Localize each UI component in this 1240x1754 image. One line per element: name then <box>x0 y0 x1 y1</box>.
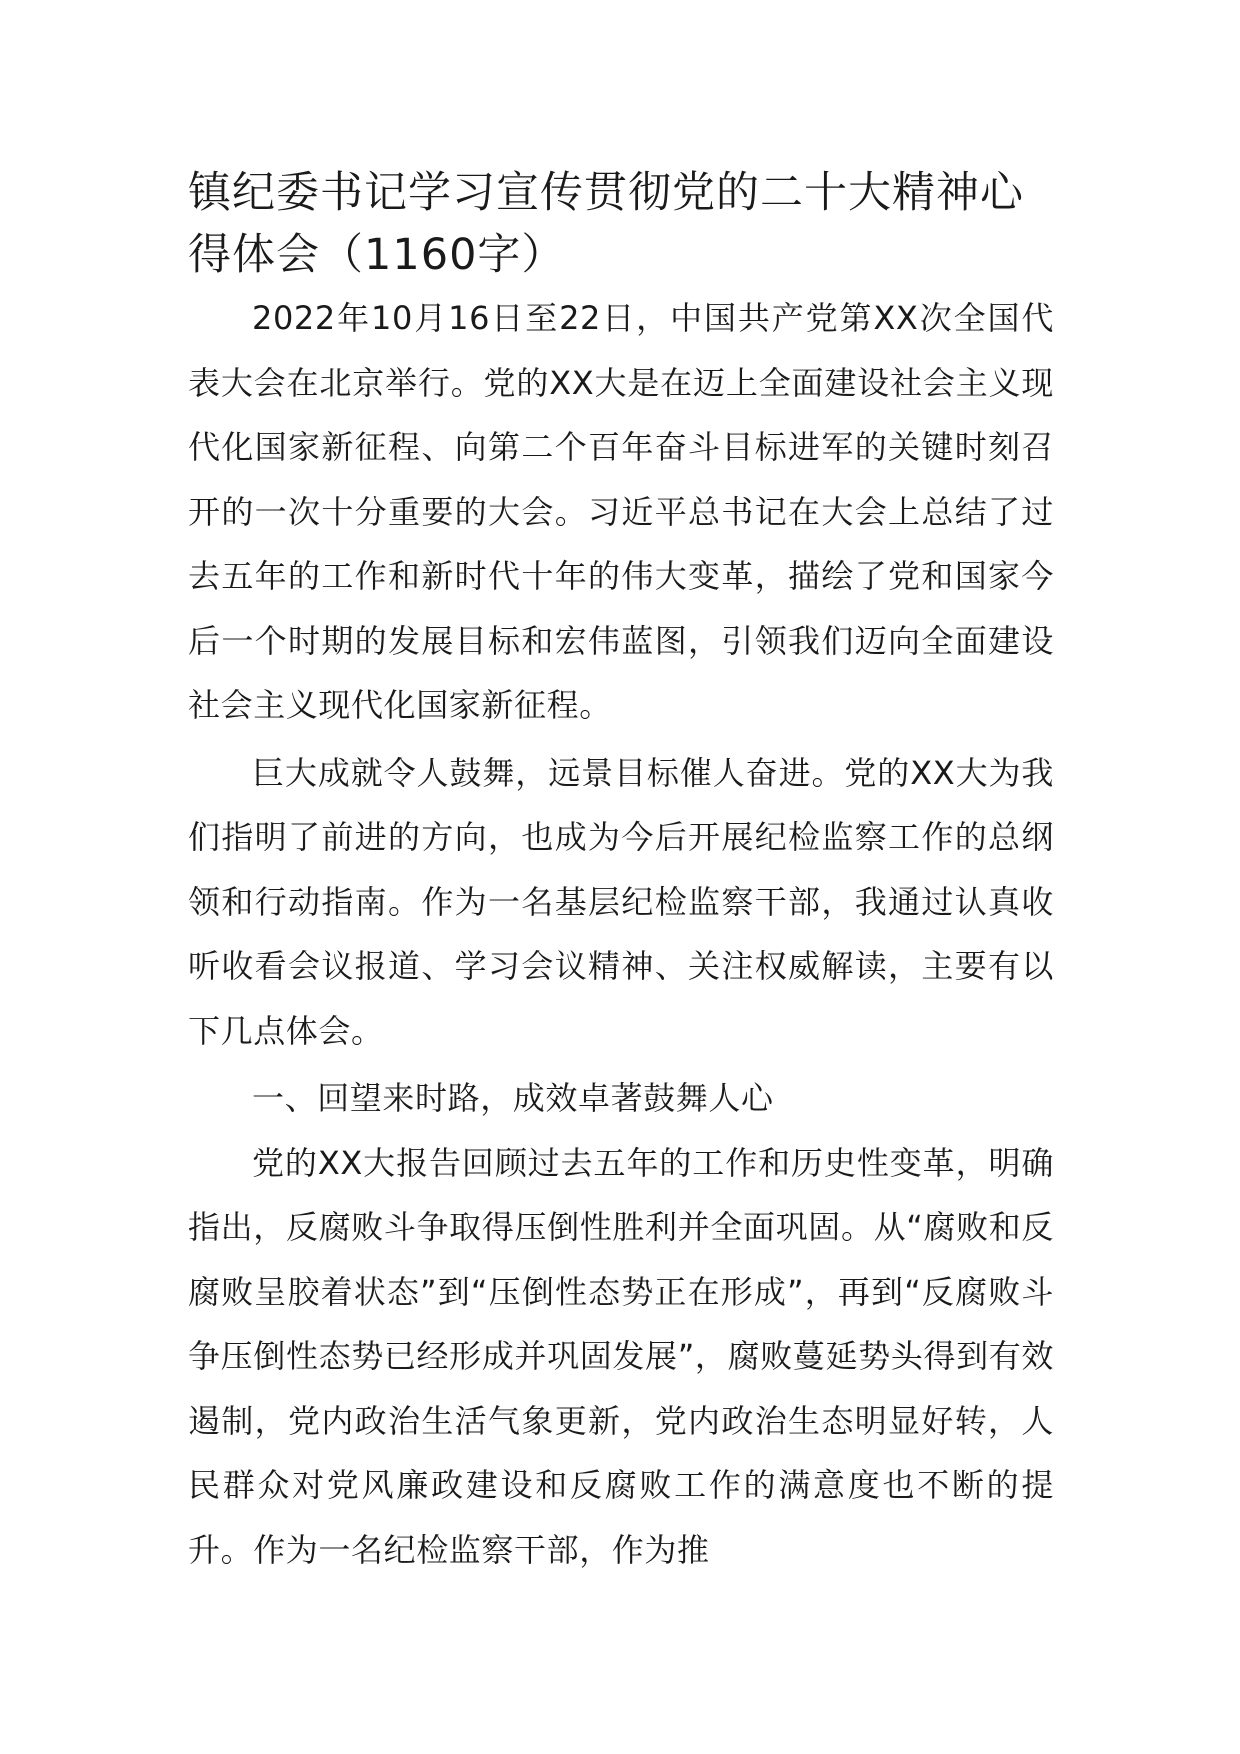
paragraph-intro: 2022年10月16日至22日，中国共产党第XX次全国代表大会在北京举行。党的XX大是在迈上全面建设社会主义现代化国家新征程、向第二个百年奋斗目标进军的关键时刻召开的一次十分重要的大会。习近平总书记在大会上总结了过去五年的工作和新时代十年的伟大变革，描绘了党和国家今后一个时期的发展目标和宏伟蓝图，引领我们迈向全面建设社会主义现代化国家新征程。 <box>188 299 1054 724</box>
section-heading: 一、回望来时路，成效卓著鼓舞人心 <box>252 1079 774 1117</box>
document-title: 镇纪委书记学习宣传贯彻党的二十大精神心得体会（1160字） <box>188 168 1024 280</box>
document-body <box>188 162 1054 1582</box>
paragraph-section-one: 党的XX大报告回顾过去五年的工作和历史性变革，明确指出，反腐败斗争取得压倒性胜利并全面巩固。从“腐败和反腐败呈胶着状态”到“压倒性态势正在形成”，再到“反腐败斗争压倒性态势已经形成并巩固发展”，腐败蔓延势头得到有效遏制，党内政治生活气象更新，党内政治生态明显好转，人民群众对党风廉政建设和反腐败工作的满意度也不断的提升。作为一名纪检监察干部，作为推 <box>188 1143 1054 1569</box>
paragraph-achievements: 巨大成就令人鼓舞，远景目标催人奋进。党的XX大为我们指明了前进的方向，也成为今后开展纪检监察工作的总纲领和行动指南。作为一名基层纪检监察干部，我通过认真收听收看会议报道、学习会议精神、关注权威解读，主要有以下几点体会。 <box>188 753 1054 1050</box>
